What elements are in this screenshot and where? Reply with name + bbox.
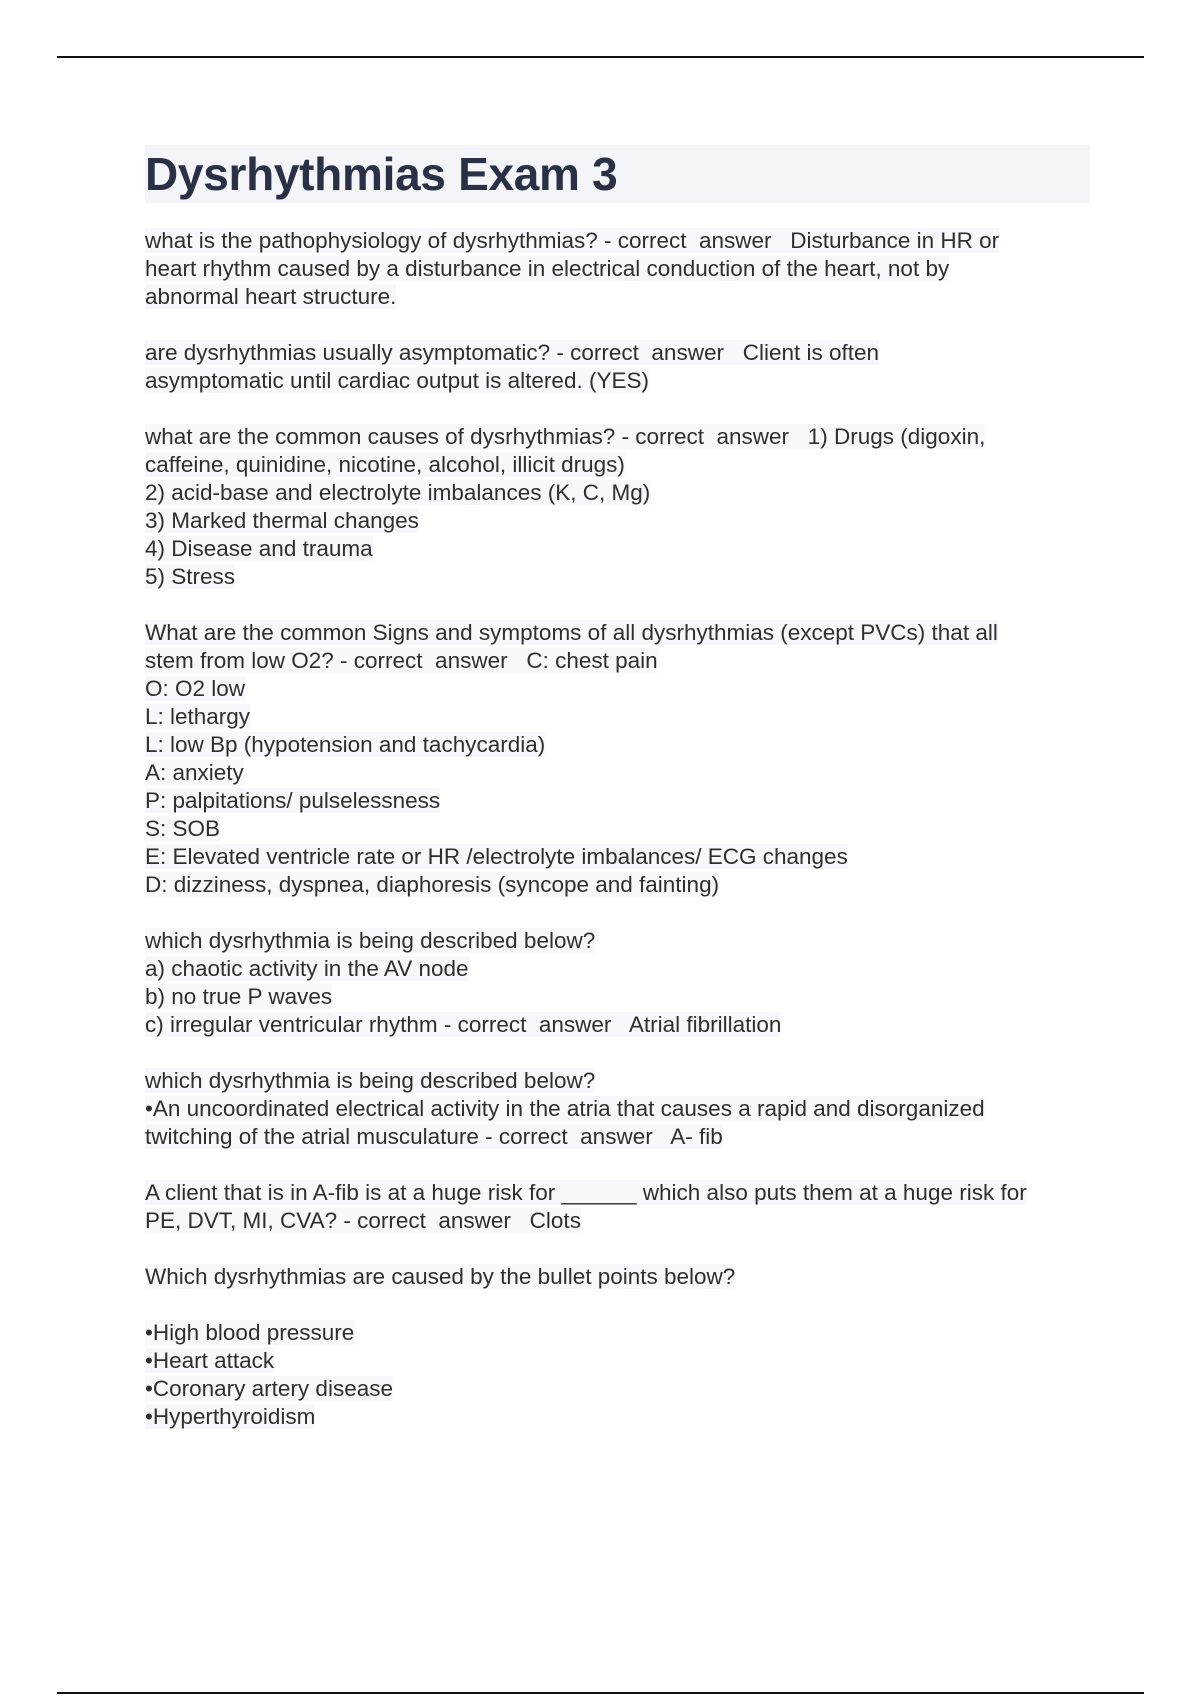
qa-entry	[145, 619, 1090, 899]
qa-line-text: •Heart attack	[145, 1348, 275, 1373]
qa-line	[145, 927, 1090, 955]
qa-line-text: P: palpitations/ pulselessness	[145, 788, 441, 813]
qa-line-text: caffeine, quinidine, nicotine, alcohol, illicit drugs)	[145, 452, 625, 477]
qa-line	[145, 1179, 1090, 1207]
qa-line	[145, 619, 1090, 647]
qa-line	[145, 1067, 1090, 1095]
qa-entry	[145, 1263, 1090, 1291]
qa-line-text: •Hyperthyroidism	[145, 1404, 316, 1429]
qa-line	[145, 1375, 1090, 1403]
qa-line-text: abnormal heart structure.	[145, 284, 397, 309]
qa-line	[145, 815, 1090, 843]
qa-line	[145, 283, 1090, 311]
qa-line-text: What are the common Signs and symptoms of all dysrhythmias (except PVCs) that all	[145, 620, 998, 645]
qa-entry	[145, 1067, 1090, 1151]
qa-line	[145, 703, 1090, 731]
bottom-rule	[57, 1692, 1144, 1694]
qa-line-text: •Coronary artery disease	[145, 1376, 393, 1401]
qa-line	[145, 339, 1090, 367]
qa-line-text: 4) Disease and trauma	[145, 536, 373, 561]
qa-line-text: A: anxiety	[145, 760, 244, 785]
qa-line	[145, 1207, 1090, 1235]
document-title: Dysrhythmias Exam 3	[145, 148, 618, 200]
qa-line	[145, 1095, 1090, 1123]
qa-line	[145, 563, 1090, 591]
document-body	[145, 145, 1090, 1459]
qa-line-text: 2) acid-base and electrolyte imbalances (K, C, Mg)	[145, 480, 651, 505]
qa-entry	[145, 339, 1090, 395]
qa-line-text: D: dizziness, dyspnea, diaphoresis (syncope and fainting)	[145, 872, 720, 897]
qa-line	[145, 759, 1090, 787]
qa-line	[145, 871, 1090, 899]
qa-line-text: b) no true P waves	[145, 984, 333, 1009]
qa-line	[145, 479, 1090, 507]
qa-line	[145, 983, 1090, 1011]
qa-line-text: what are the common causes of dysrhythmias? - correct answer 1) Drugs (digoxin,	[145, 424, 986, 449]
qa-line	[145, 255, 1090, 283]
qa-line-text: 3) Marked thermal changes	[145, 508, 419, 533]
qa-line	[145, 451, 1090, 479]
qa-line	[145, 1123, 1090, 1151]
qa-line-text: asymptomatic until cardiac output is altered. (YES)	[145, 368, 649, 393]
qa-entry	[145, 927, 1090, 1039]
qa-line	[145, 1011, 1090, 1039]
qa-line	[145, 367, 1090, 395]
qa-line	[145, 647, 1090, 675]
qa-line-text: •An uncoordinated electrical activity in the atria that causes a rapid and disorganized	[145, 1096, 985, 1121]
qa-line	[145, 1347, 1090, 1375]
qa-line-text: c) irregular ventricular rhythm - correct answer Atrial fibrillation	[145, 1012, 782, 1037]
qa-line	[145, 731, 1090, 759]
qa-line	[145, 1319, 1090, 1347]
qa-entry	[145, 227, 1090, 311]
qa-line-text: A client that is in A-fib is at a huge risk for ______ which also puts them at a huge risk for	[145, 1180, 1027, 1205]
qa-line-text: PE, DVT, MI, CVA? - correct answer Clots	[145, 1208, 581, 1233]
qa-line-text: S: SOB	[145, 816, 221, 841]
qa-entry	[145, 1319, 1090, 1431]
qa-line	[145, 1263, 1090, 1291]
qa-entry	[145, 1179, 1090, 1235]
title-banner	[145, 145, 1090, 203]
qa-line-text: Which dysrhythmias are caused by the bullet points below?	[145, 1264, 736, 1289]
qa-line-text: O: O2 low	[145, 676, 246, 701]
qa-line	[145, 423, 1090, 451]
qa-line-text: E: Elevated ventricle rate or HR /electrolyte imbalances/ ECG changes	[145, 844, 848, 869]
qa-line-text: •High blood pressure	[145, 1320, 355, 1345]
qa-line-text: which dysrhythmia is being described below?	[145, 928, 596, 953]
qa-line-text: heart rhythm caused by a disturbance in electrical conduction of the heart, not by	[145, 256, 950, 281]
qa-line-text: are dysrhythmias usually asymptomatic? - correct answer Client is often	[145, 340, 880, 365]
qa-line	[145, 843, 1090, 871]
qa-entry	[145, 423, 1090, 591]
qa-line	[145, 507, 1090, 535]
qa-line-text: what is the pathophysiology of dysrhythmias? - correct answer Disturbance in HR or	[145, 228, 1000, 253]
qa-line	[145, 1403, 1090, 1431]
qa-line-text: stem from low O2? - correct answer C: chest pain	[145, 648, 658, 673]
qa-list	[145, 227, 1090, 1431]
qa-line-text: a) chaotic activity in the AV node	[145, 956, 469, 981]
qa-line	[145, 955, 1090, 983]
qa-line	[145, 787, 1090, 815]
qa-line	[145, 675, 1090, 703]
qa-line-text: twitching of the atrial musculature - correct answer A- fib	[145, 1124, 723, 1149]
qa-line	[145, 227, 1090, 255]
qa-line-text: which dysrhythmia is being described below?	[145, 1068, 596, 1093]
qa-line	[145, 535, 1090, 563]
qa-line-text: 5) Stress	[145, 564, 236, 589]
qa-line-text: L: lethargy	[145, 704, 251, 729]
qa-line-text: L: low Bp (hypotension and tachycardia)	[145, 732, 546, 757]
top-rule	[57, 56, 1144, 58]
